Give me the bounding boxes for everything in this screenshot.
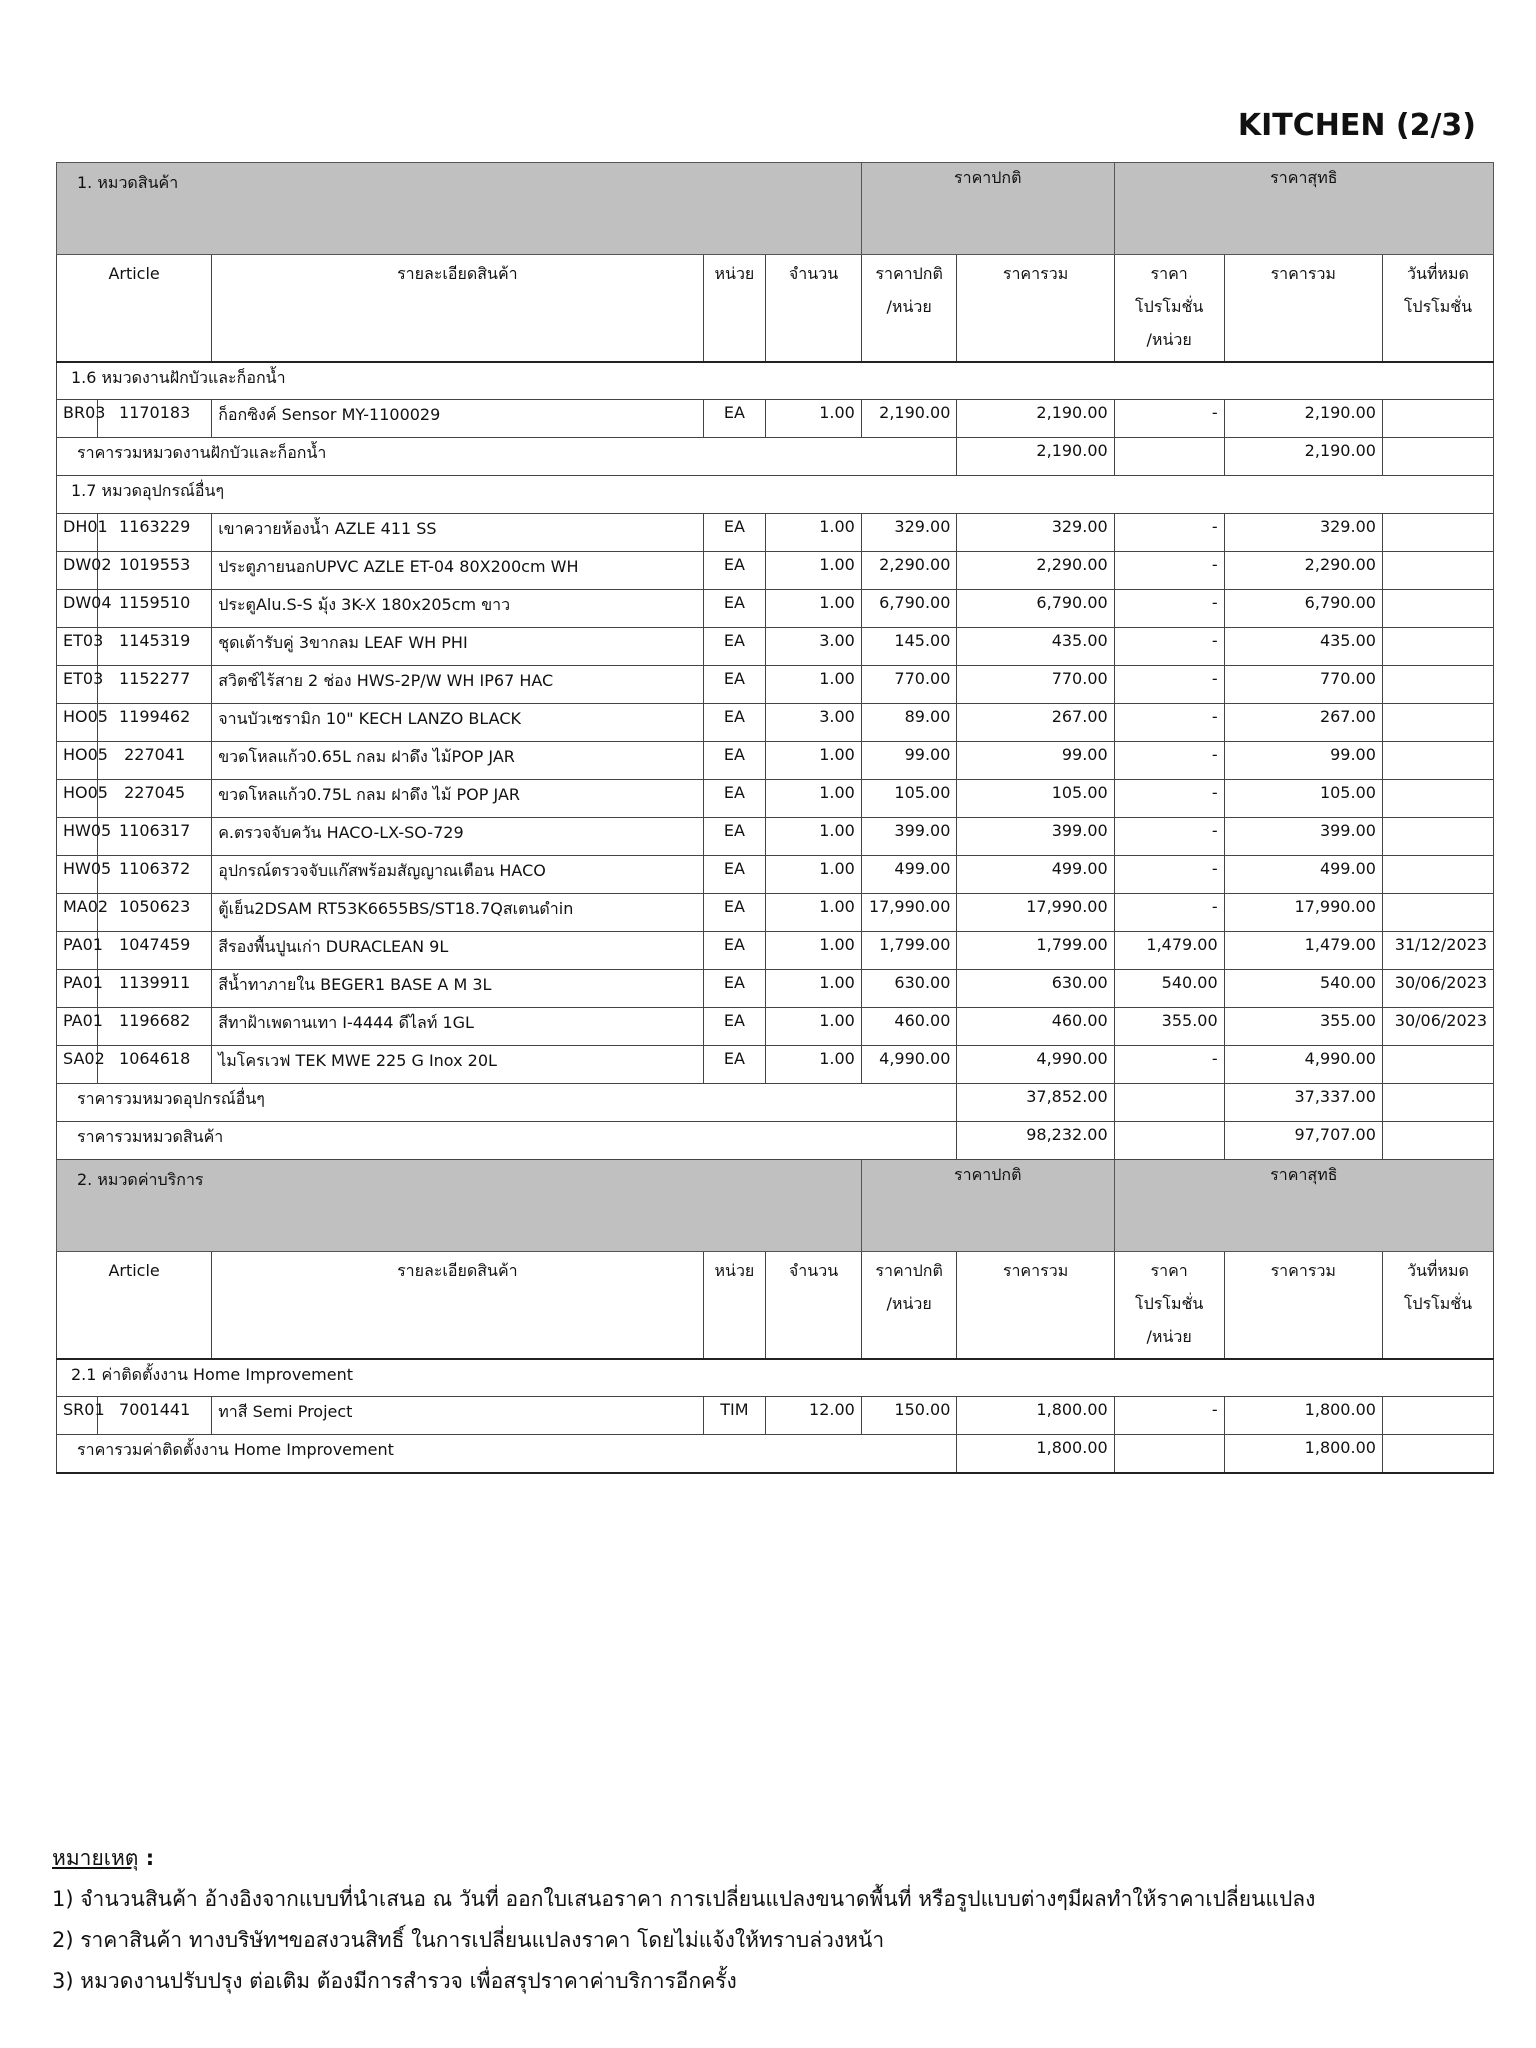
subtotal-row bbox=[57, 438, 1494, 476]
subtotal-net: 2,190.00 bbox=[1224, 438, 1382, 476]
subtotal-spacer bbox=[1382, 438, 1493, 476]
item-total: 1,800.00 bbox=[957, 1397, 1114, 1435]
item-description: ก็อกซิงค์ Sensor MY-1100029 bbox=[212, 400, 703, 438]
col-description: รายละเอียดสินค้า bbox=[212, 1252, 703, 1359]
item-promo-price: - bbox=[1114, 1046, 1224, 1084]
item-promo-end bbox=[1382, 514, 1493, 552]
col-qty: จำนวน bbox=[766, 255, 862, 362]
item-promo-end bbox=[1382, 818, 1493, 856]
group-net-price: ราคาสุทธิ bbox=[1114, 163, 1493, 255]
item-price: 329.00 bbox=[861, 514, 957, 552]
col-price-unit: ราคาปกติ /หน่วย bbox=[861, 1252, 957, 1359]
item-price: 630.00 bbox=[861, 970, 957, 1008]
item-total: 99.00 bbox=[957, 742, 1114, 780]
note-line-2: 2) ราคาสินค้า ทางบริษัทฯขอสงวนสิทธิ์ ในการเปลี่ยนแปลงราคา โดยไม่แจ้งให้ทราบล่วงหน้า bbox=[52, 1928, 885, 1952]
col-unit: หน่วย bbox=[703, 1252, 766, 1359]
subtotal-net: 37,337.00 bbox=[1224, 1084, 1382, 1122]
item-total: 2,290.00 bbox=[957, 552, 1114, 590]
subtotal-total: 98,232.00 bbox=[957, 1122, 1114, 1160]
item-total: 770.00 bbox=[957, 666, 1114, 704]
item-description: ประตูAlu.S-S มุ้ง 3K-X 180x205cm ขาว bbox=[212, 590, 703, 628]
item-description: ชุดเต้ารับคู่ 3ขากลม LEAF WH PHI bbox=[212, 628, 703, 666]
item-price: 2,290.00 bbox=[861, 552, 957, 590]
item-total: 1,799.00 bbox=[957, 932, 1114, 970]
item-net-total: 99.00 bbox=[1224, 742, 1382, 780]
item-description: ประตูภายนอกUPVC AZLE ET-04 80X200cm WH bbox=[212, 552, 703, 590]
item-article: 1196682 bbox=[98, 1008, 212, 1046]
item-net-total: 540.00 bbox=[1224, 970, 1382, 1008]
item-promo-end bbox=[1382, 552, 1493, 590]
col-price-unit: ราคาปกติ /หน่วย bbox=[861, 255, 957, 362]
table-row bbox=[57, 742, 1494, 780]
col-article: Article bbox=[57, 255, 212, 362]
table-row bbox=[57, 818, 1494, 856]
group-normal-price: ราคาปกติ bbox=[861, 1160, 1114, 1252]
item-qty: 1.00 bbox=[766, 894, 862, 932]
item-description: ค.ตรวจจับควัน HACO-LX-SO-729 bbox=[212, 818, 703, 856]
item-code: PA01 bbox=[57, 970, 98, 1008]
item-total: 399.00 bbox=[957, 818, 1114, 856]
item-unit: EA bbox=[703, 704, 766, 742]
item-unit: EA bbox=[703, 1008, 766, 1046]
item-unit: EA bbox=[703, 552, 766, 590]
item-qty: 1.00 bbox=[766, 1008, 862, 1046]
item-total: 2,190.00 bbox=[957, 400, 1114, 438]
item-code: PA01 bbox=[57, 1008, 98, 1046]
table-row bbox=[57, 628, 1494, 666]
item-qty: 1.00 bbox=[766, 970, 862, 1008]
item-code: SA02 bbox=[57, 1046, 98, 1084]
item-total: 435.00 bbox=[957, 628, 1114, 666]
item-price: 6,790.00 bbox=[861, 590, 957, 628]
group-net-price: ราคาสุทธิ bbox=[1114, 1160, 1493, 1252]
item-total: 460.00 bbox=[957, 1008, 1114, 1046]
col-unit: หน่วย bbox=[703, 255, 766, 362]
table-row bbox=[57, 552, 1494, 590]
item-qty: 1.00 bbox=[766, 856, 862, 894]
item-promo-price: - bbox=[1114, 590, 1224, 628]
item-promo-price: - bbox=[1114, 666, 1224, 704]
item-net-total: 329.00 bbox=[1224, 514, 1382, 552]
item-description: สีน้ำทาภายใน BEGER1 BASE A M 3L bbox=[212, 970, 703, 1008]
item-article: 227041 bbox=[98, 742, 212, 780]
item-article: 1159510 bbox=[98, 590, 212, 628]
col-net-total: ราคารวม bbox=[1224, 1252, 1382, 1359]
item-unit: EA bbox=[703, 818, 766, 856]
item-qty: 1.00 bbox=[766, 742, 862, 780]
subtotal-label: ราคารวมหมวดอุปกรณ์อื่นๆ bbox=[57, 1084, 957, 1122]
item-price: 105.00 bbox=[861, 780, 957, 818]
item-price: 17,990.00 bbox=[861, 894, 957, 932]
item-net-total: 267.00 bbox=[1224, 704, 1382, 742]
item-net-total: 399.00 bbox=[1224, 818, 1382, 856]
item-unit: EA bbox=[703, 970, 766, 1008]
item-promo-price: - bbox=[1114, 818, 1224, 856]
item-unit: EA bbox=[703, 932, 766, 970]
item-net-total: 4,990.00 bbox=[1224, 1046, 1382, 1084]
table-row bbox=[57, 856, 1494, 894]
item-price: 150.00 bbox=[861, 1397, 957, 1435]
item-promo-price: - bbox=[1114, 704, 1224, 742]
subtotal-spacer bbox=[1114, 1435, 1224, 1473]
subsection-title: 2.1 ค่าติดตั้งงาน Home Improvement bbox=[57, 1359, 1494, 1397]
item-article: 1106372 bbox=[98, 856, 212, 894]
table-row bbox=[57, 1008, 1494, 1046]
item-qty: 1.00 bbox=[766, 590, 862, 628]
item-price: 2,190.00 bbox=[861, 400, 957, 438]
col-article: Article bbox=[57, 1252, 212, 1359]
item-article: 1064618 bbox=[98, 1046, 212, 1084]
item-promo-end: 30/06/2023 bbox=[1382, 1008, 1493, 1046]
item-code: ET03 bbox=[57, 628, 98, 666]
item-total: 6,790.00 bbox=[957, 590, 1114, 628]
item-article: 7001441 bbox=[98, 1397, 212, 1435]
item-code: HO05 bbox=[57, 704, 98, 742]
item-description: สีรองพื้นปูนเก่า DURACLEAN 9L bbox=[212, 932, 703, 970]
item-promo-price: 540.00 bbox=[1114, 970, 1224, 1008]
item-unit: EA bbox=[703, 780, 766, 818]
item-total: 630.00 bbox=[957, 970, 1114, 1008]
subsection-title: 1.6 หมวดงานฝักบัวและก็อกน้ำ bbox=[57, 362, 1494, 400]
col-description: รายละเอียดสินค้า bbox=[212, 255, 703, 362]
item-promo-end: 30/06/2023 bbox=[1382, 970, 1493, 1008]
subsection-title-row bbox=[57, 476, 1494, 514]
item-qty: 3.00 bbox=[766, 628, 862, 666]
item-promo-end bbox=[1382, 628, 1493, 666]
item-qty: 1.00 bbox=[766, 932, 862, 970]
item-promo-end bbox=[1382, 704, 1493, 742]
item-code: HW05 bbox=[57, 818, 98, 856]
item-promo-end bbox=[1382, 400, 1493, 438]
item-price: 4,990.00 bbox=[861, 1046, 957, 1084]
item-qty: 1.00 bbox=[766, 666, 862, 704]
item-net-total: 105.00 bbox=[1224, 780, 1382, 818]
item-net-total: 2,290.00 bbox=[1224, 552, 1382, 590]
item-code: ET03 bbox=[57, 666, 98, 704]
subtotal-net: 1,800.00 bbox=[1224, 1435, 1382, 1473]
item-code: DW04 bbox=[57, 590, 98, 628]
table-row bbox=[57, 1046, 1494, 1084]
column-header-row bbox=[57, 1252, 1494, 1359]
item-net-total: 355.00 bbox=[1224, 1008, 1382, 1046]
table-row bbox=[57, 400, 1494, 438]
item-promo-end bbox=[1382, 666, 1493, 704]
section-header-row bbox=[57, 163, 1494, 255]
item-net-total: 770.00 bbox=[1224, 666, 1382, 704]
item-qty: 12.00 bbox=[766, 1397, 862, 1435]
notes-block bbox=[52, 1838, 1315, 2002]
subtotal-label: ราคารวมหมวดสินค้า bbox=[57, 1122, 957, 1160]
subtotal-spacer bbox=[1382, 1122, 1493, 1160]
item-price: 770.00 bbox=[861, 666, 957, 704]
col-total: ราคารวม bbox=[957, 255, 1114, 362]
item-price: 499.00 bbox=[861, 856, 957, 894]
subtotal-net: 97,707.00 bbox=[1224, 1122, 1382, 1160]
item-code: HO05 bbox=[57, 780, 98, 818]
table-row bbox=[57, 932, 1494, 970]
item-code: MA02 bbox=[57, 894, 98, 932]
subtotal-row bbox=[57, 1435, 1494, 1473]
item-qty: 1.00 bbox=[766, 780, 862, 818]
section-header-row bbox=[57, 1160, 1494, 1252]
item-code: HO05 bbox=[57, 742, 98, 780]
item-promo-price: - bbox=[1114, 856, 1224, 894]
item-qty: 1.00 bbox=[766, 400, 862, 438]
item-net-total: 435.00 bbox=[1224, 628, 1382, 666]
item-promo-price: - bbox=[1114, 400, 1224, 438]
item-code: DW02 bbox=[57, 552, 98, 590]
item-unit: EA bbox=[703, 742, 766, 780]
col-promo-price: ราคา โปรโมชั่น /หน่วย bbox=[1114, 255, 1224, 362]
table-row bbox=[57, 704, 1494, 742]
item-unit: EA bbox=[703, 590, 766, 628]
col-promo-price: ราคา โปรโมชั่น /หน่วย bbox=[1114, 1252, 1224, 1359]
item-code: BR03 bbox=[57, 400, 98, 438]
table-row bbox=[57, 780, 1494, 818]
item-net-total: 1,800.00 bbox=[1224, 1397, 1382, 1435]
item-code: PA01 bbox=[57, 932, 98, 970]
table-row bbox=[57, 894, 1494, 932]
subtotal-label: ราคารวมหมวดงานฝักบัวและก็อกน้ำ bbox=[57, 438, 957, 476]
table-row bbox=[57, 1397, 1494, 1435]
item-description: ตู้เย็น2DSAM RT53K6655BS/ST18.7Qสเตนดำin bbox=[212, 894, 703, 932]
subtotal-row bbox=[57, 1084, 1494, 1122]
item-promo-end: 31/12/2023 bbox=[1382, 932, 1493, 970]
item-article: 1170183 bbox=[98, 400, 212, 438]
item-article: 227045 bbox=[98, 780, 212, 818]
item-net-total: 499.00 bbox=[1224, 856, 1382, 894]
item-total: 17,990.00 bbox=[957, 894, 1114, 932]
group-normal-price: ราคาปกติ bbox=[861, 163, 1114, 255]
item-description: สวิตช์ไร้สาย 2 ช่อง HWS-2P/W WH IP67 HAC bbox=[212, 666, 703, 704]
item-total: 4,990.00 bbox=[957, 1046, 1114, 1084]
item-unit: EA bbox=[703, 894, 766, 932]
item-promo-price: - bbox=[1114, 514, 1224, 552]
item-unit: EA bbox=[703, 1046, 766, 1084]
subsection-title-row bbox=[57, 362, 1494, 400]
item-promo-end bbox=[1382, 1046, 1493, 1084]
item-total: 267.00 bbox=[957, 704, 1114, 742]
item-price: 1,799.00 bbox=[861, 932, 957, 970]
item-unit: EA bbox=[703, 666, 766, 704]
item-total: 329.00 bbox=[957, 514, 1114, 552]
item-description: สีทาฝ้าเพดานเทา I-4444 ดีไลท์ 1GL bbox=[212, 1008, 703, 1046]
item-net-total: 6,790.00 bbox=[1224, 590, 1382, 628]
subsection-title-row bbox=[57, 1359, 1494, 1397]
item-qty: 3.00 bbox=[766, 704, 862, 742]
item-description: ไมโครเวฟ TEK MWE 225 G Inox 20L bbox=[212, 1046, 703, 1084]
item-total: 105.00 bbox=[957, 780, 1114, 818]
subtotal-spacer bbox=[1382, 1084, 1493, 1122]
col-promo-end: วันที่หมด โปรโมชั่น bbox=[1382, 255, 1493, 362]
item-description: เขาควายห้องน้ำ AZLE 411 SS bbox=[212, 514, 703, 552]
item-promo-end bbox=[1382, 590, 1493, 628]
item-promo-price: - bbox=[1114, 780, 1224, 818]
item-description: ขวดโหลแก้ว0.75L กลม ฝาดึง ไม้ POP JAR bbox=[212, 780, 703, 818]
item-price: 460.00 bbox=[861, 1008, 957, 1046]
item-price: 89.00 bbox=[861, 704, 957, 742]
col-net-total: ราคารวม bbox=[1224, 255, 1382, 362]
item-unit: TIM bbox=[703, 1397, 766, 1435]
item-code: DH01 bbox=[57, 514, 98, 552]
item-promo-price: - bbox=[1114, 894, 1224, 932]
item-unit: EA bbox=[703, 856, 766, 894]
item-net-total: 1,479.00 bbox=[1224, 932, 1382, 970]
section-title: 1. หมวดสินค้า bbox=[57, 163, 862, 255]
item-unit: EA bbox=[703, 400, 766, 438]
item-description: อุปกรณ์ตรวจจับแก๊สพร้อมสัญญาณเตือน HACO bbox=[212, 856, 703, 894]
item-promo-end bbox=[1382, 894, 1493, 932]
subtotal-spacer bbox=[1114, 438, 1224, 476]
item-promo-price: - bbox=[1114, 742, 1224, 780]
item-unit: EA bbox=[703, 514, 766, 552]
item-unit: EA bbox=[703, 628, 766, 666]
item-description: ขวดโหลแก้ว0.65L กลม ฝาดึง ไม้POP JAR bbox=[212, 742, 703, 780]
item-promo-price: - bbox=[1114, 1397, 1224, 1435]
item-promo-end bbox=[1382, 780, 1493, 818]
note-line-3: 3) หมวดงานปรับปรุง ต่อเติม ต้องมีการสำรวจ เพื่อสรุปราคาค่าบริการอีกครั้ง bbox=[52, 1969, 737, 1993]
note-line-1: 1) จำนวนสินค้า อ้างอิงจากแบบที่นำเสนอ ณ วันที่ ออกใบเสนอราคา การเปลี่ยนแปลงขนาดพื้นที่ หรือรูปแบบต่างๆมีผลทำให้ราคาเปลี่ยนแปลง bbox=[52, 1887, 1316, 1911]
table-row bbox=[57, 970, 1494, 1008]
item-qty: 1.00 bbox=[766, 552, 862, 590]
item-description: จานบัวเซรามิก 10" KECH LANZO BLACK bbox=[212, 704, 703, 742]
table-row bbox=[57, 666, 1494, 704]
item-article: 1050623 bbox=[98, 894, 212, 932]
item-promo-price: 355.00 bbox=[1114, 1008, 1224, 1046]
item-code: HW05 bbox=[57, 856, 98, 894]
subtotal-spacer bbox=[1114, 1122, 1224, 1160]
subtotal-row bbox=[57, 1122, 1494, 1160]
item-qty: 1.00 bbox=[766, 818, 862, 856]
item-code: SR01 bbox=[57, 1397, 98, 1435]
table-row bbox=[57, 590, 1494, 628]
item-promo-end bbox=[1382, 1397, 1493, 1435]
item-qty: 1.00 bbox=[766, 514, 862, 552]
section-title: 2. หมวดค่าบริการ bbox=[57, 1160, 862, 1252]
col-qty: จำนวน bbox=[766, 1252, 862, 1359]
item-total: 499.00 bbox=[957, 856, 1114, 894]
item-qty: 1.00 bbox=[766, 1046, 862, 1084]
item-price: 145.00 bbox=[861, 628, 957, 666]
item-article: 1199462 bbox=[98, 704, 212, 742]
subsection-title: 1.7 หมวดอุปกรณ์อื่นๆ bbox=[57, 476, 1494, 514]
subtotal-label: ราคารวมค่าติดตั้งงาน Home Improvement bbox=[57, 1435, 957, 1473]
item-article: 1019553 bbox=[98, 552, 212, 590]
col-total: ราคารวม bbox=[957, 1252, 1114, 1359]
table-row bbox=[57, 514, 1494, 552]
item-promo-price: - bbox=[1114, 552, 1224, 590]
item-net-total: 2,190.00 bbox=[1224, 400, 1382, 438]
item-article: 1106317 bbox=[98, 818, 212, 856]
item-article: 1152277 bbox=[98, 666, 212, 704]
subtotal-total: 2,190.00 bbox=[957, 438, 1114, 476]
page-title: KITCHEN (2/3) bbox=[1237, 108, 1476, 143]
item-article: 1139911 bbox=[98, 970, 212, 1008]
subtotal-spacer bbox=[1114, 1084, 1224, 1122]
item-article: 1047459 bbox=[98, 932, 212, 970]
item-promo-price: 1,479.00 bbox=[1114, 932, 1224, 970]
col-promo-end: วันที่หมด โปรโมชั่น bbox=[1382, 1252, 1493, 1359]
column-header-row bbox=[57, 255, 1494, 362]
quotation-table bbox=[56, 162, 1494, 1474]
subtotal-spacer bbox=[1382, 1435, 1493, 1473]
item-promo-price: - bbox=[1114, 628, 1224, 666]
item-promo-end bbox=[1382, 742, 1493, 780]
notes-heading: หมายเหตุ : bbox=[52, 1846, 155, 1870]
subtotal-total: 1,800.00 bbox=[957, 1435, 1114, 1473]
item-description: ทาสี Semi Project bbox=[212, 1397, 703, 1435]
item-article: 1163229 bbox=[98, 514, 212, 552]
item-article: 1145319 bbox=[98, 628, 212, 666]
item-promo-end bbox=[1382, 856, 1493, 894]
item-net-total: 17,990.00 bbox=[1224, 894, 1382, 932]
item-price: 399.00 bbox=[861, 818, 957, 856]
subtotal-total: 37,852.00 bbox=[957, 1084, 1114, 1122]
item-price: 99.00 bbox=[861, 742, 957, 780]
